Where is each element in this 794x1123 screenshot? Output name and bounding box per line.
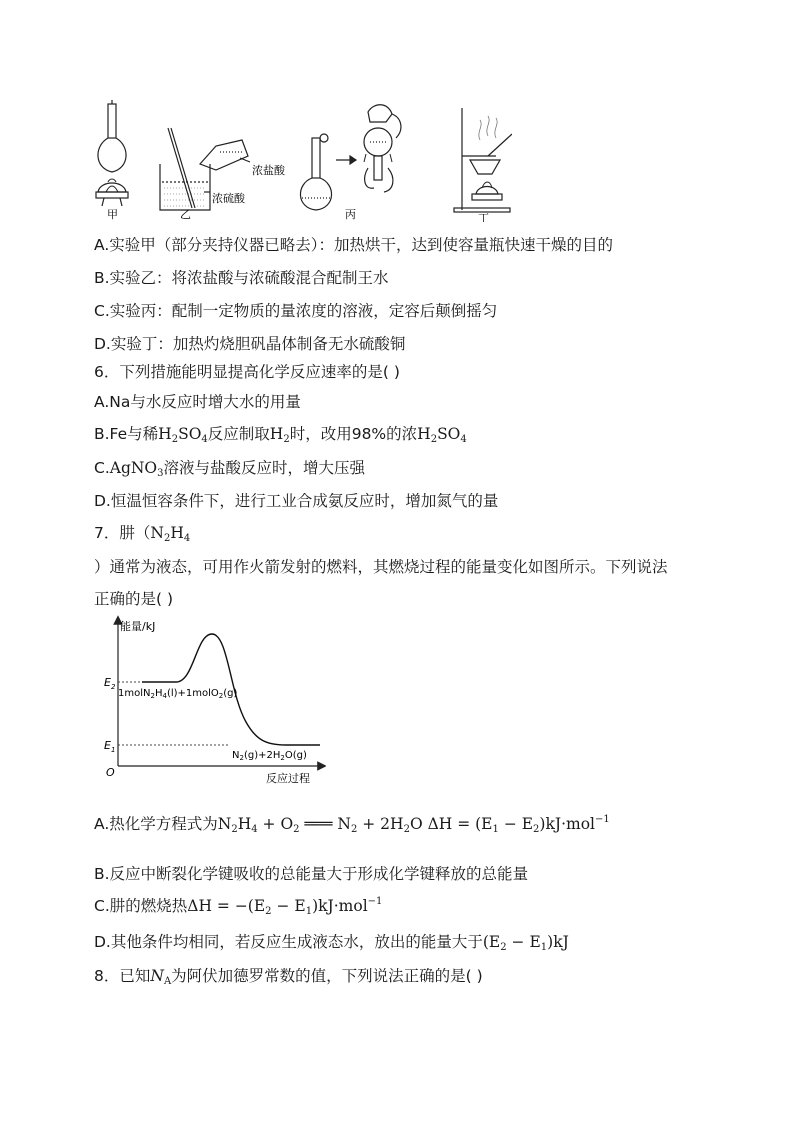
caption-ding: 丁 <box>478 212 489 222</box>
q6-option-a: A.Na与水反应时增大水的用量 <box>94 393 301 411</box>
caption-jia: 甲 <box>107 208 118 221</box>
q7-option-a: A.热化学方程式为$N_2H_4 + O_2$ ═══ $N_2 + 2H_2O$ $\Delta H = (E_1 - E_2)kJ\cdot mol^{-1}$ <box>94 814 610 835</box>
q7-option-c: C.肼的燃烧热$\Delta H = -(E_2 - E_1)kJ\cdot mol^{-1}$ <box>94 896 383 917</box>
q8-stem: 8．已知$N_A$为阿伏加德罗常数的值，下列说法正确的是( ) <box>94 967 483 987</box>
q7-stem-line3: 正确的是( ) <box>94 590 174 608</box>
q6-option-c: C.AgNO$_3$溶液与盐酸反应时，增大压强 <box>94 459 366 479</box>
q7-option-d: D.其他条件均相同，若反应生成液态水，放出的能量大于$(E_2 - E_1)kJ$ <box>94 933 569 953</box>
q7-stem-line2: ）通常为液态，可用作火箭发射的燃料，其燃烧过程的能量变化如图所示。下列说法 <box>94 558 668 576</box>
product-label: $N_2(g)+2H_2O(g)$ <box>232 750 307 762</box>
q5-option-a: A.实验甲（部分夹持仪器已略去）：加热烘干，达到使容量瓶快速干燥的目的 <box>94 236 614 254</box>
q7-option-b: B.反应中断裂化学键吸收的总能量大于形成化学键释放的总能量 <box>94 865 529 883</box>
q5-option-c: C.实验丙：配制一定物质的量浓度的溶液，定容后颠倒摇匀 <box>94 302 498 320</box>
q6-option-d: D.恒温恒容条件下，进行工业合成氨反应时，增加氮气的量 <box>94 492 499 510</box>
q5-option-d: D.实验丁：加热灼烧胆矾晶体制备无水硫酸铜 <box>94 335 406 353</box>
apparatus-figure <box>92 98 512 222</box>
label-conc-hcl: 浓盐酸 <box>252 164 285 177</box>
apparatus-bing <box>300 105 400 210</box>
y-axis-label: 能量/kJ <box>120 620 156 633</box>
x-axis-label: 反应过程 <box>266 772 310 785</box>
reactant-label: $1molN_2H_4(l)+1molO_2(g)$ <box>118 688 238 700</box>
e2-label: $E_2$ <box>104 676 116 691</box>
label-conc-h2so4: 浓硫酸 <box>212 192 245 205</box>
caption-yi: 乙 <box>180 208 191 221</box>
q5-option-b: B.实验乙：将浓盐酸与浓硫酸混合配制王水 <box>94 269 389 287</box>
apparatus-jia <box>96 100 128 206</box>
q6-stem: 6．下列措施能明显提高化学反应速率的是( ) <box>94 363 400 381</box>
origin-label: O <box>106 766 115 779</box>
q7-stem-line1: 7．肼（$N_2H_4$ <box>94 524 191 544</box>
e1-label: $E_1$ <box>104 739 116 754</box>
q6-option-b: B.Fe与稀$H_2SO_4$反应制取$H_2$时，改用98%的浓$H_2SO_4$ <box>94 425 467 445</box>
energy-diagram <box>96 614 326 790</box>
caption-bing: 丙 <box>345 208 356 221</box>
apparatus-ding <box>454 108 512 212</box>
